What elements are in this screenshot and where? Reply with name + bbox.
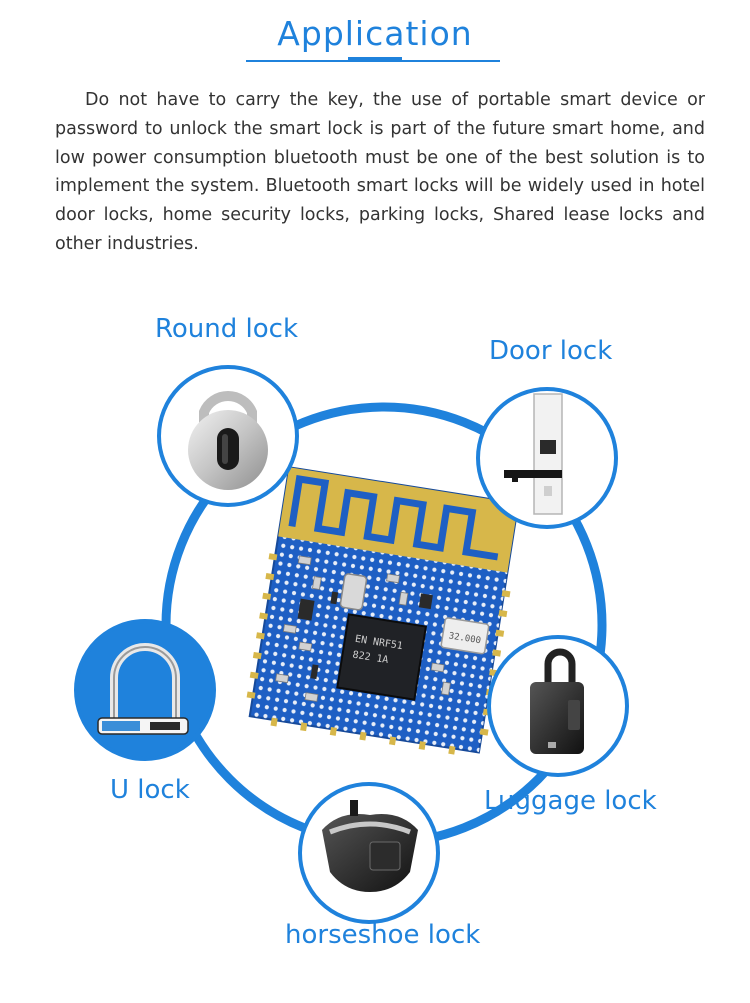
page-title: Application [277, 14, 473, 53]
door-lock-bubble[interactable] [478, 389, 616, 527]
intro-paragraph: Do not have to carry the key, the use of portable smart device or password to unlock the smart lock is part of the future smart home, and low power consumption bluetooth must be one of the best solution is to implement the system. Bluetooth smart locks will be widely used in hotel door locks, home security locks, parking locks, Shared lease locks and other industries. [55, 90, 705, 254]
luggage-lock-bubble[interactable] [489, 637, 627, 775]
crystal-small [340, 573, 367, 610]
horseshoe-lock-bubble[interactable] [300, 784, 438, 922]
round-lock-bubble[interactable] [159, 367, 297, 505]
round-lock-icon [188, 396, 268, 490]
bluetooth-module [243, 466, 524, 759]
chip-text-1: EN NRF51 [354, 633, 404, 653]
crystal-text: 32.000 [447, 631, 482, 647]
label-round-lock: Round lock [155, 314, 299, 344]
u-lock-bubble[interactable] [76, 621, 214, 759]
label-horseshoe-lock: horseshoe lock [285, 920, 481, 950]
label-luggage-lock: Luggage lock [484, 786, 657, 816]
chip-text-2: 822 1A [351, 649, 390, 667]
label-u-lock: U lock [110, 775, 190, 805]
label-door-lock: Door lock [489, 336, 613, 366]
